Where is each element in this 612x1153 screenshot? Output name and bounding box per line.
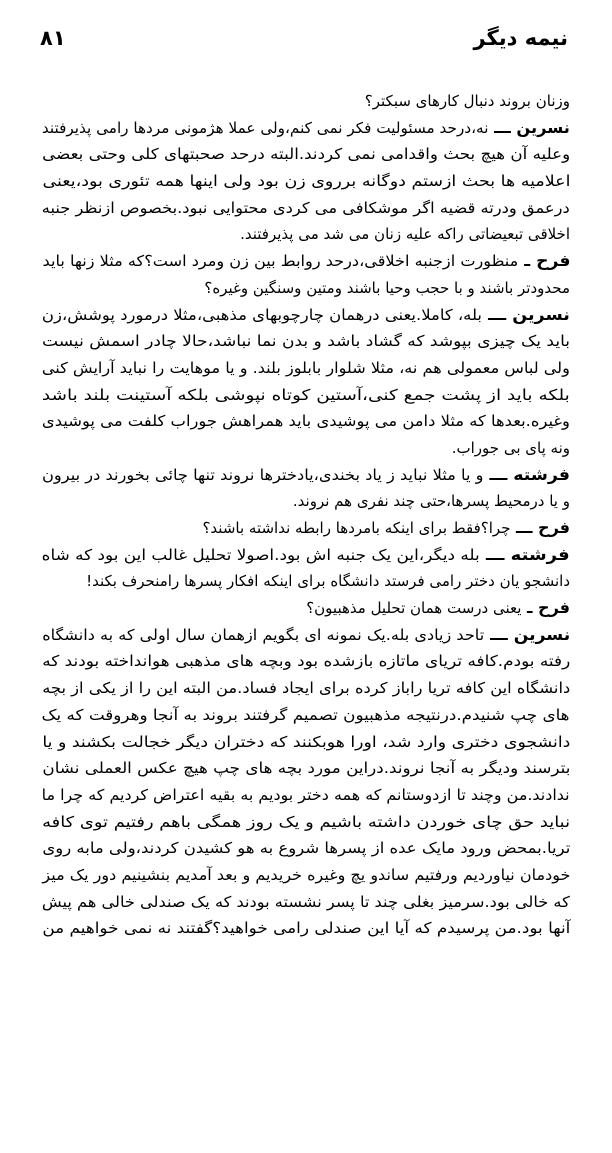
line-text: و یا مثلا نباید ز یاد بخندی،یادخترها نروند تنها چائی بخورند در بیرون bbox=[42, 465, 484, 484]
speaker-name: فرح ـ bbox=[517, 251, 570, 271]
speaker-line bbox=[42, 248, 570, 275]
line-content bbox=[202, 515, 570, 542]
line-text: یعنی درست همان تحلیل مذهبیون؟ bbox=[306, 599, 522, 618]
line-content bbox=[293, 488, 570, 515]
line-text: دانشجوی دختری وارد شد، اورا هوبکنند که دختران دیگر خجالت بکشند و یا bbox=[42, 732, 570, 751]
line-text: آنها بود.من پرسیدم که آیا این صندلی رامی خواهید؟گفتند نه نمی خواهیم من bbox=[42, 919, 570, 938]
text-line bbox=[42, 382, 570, 409]
speaker-line bbox=[42, 622, 570, 649]
text-line bbox=[42, 141, 570, 168]
line-text: وغیره.بعدها که مثلا دامن می پوشیدی باید همراهش جوراب کلفت می پوشیدی bbox=[42, 412, 570, 431]
line-text: درعمق ودرته قضیه اگر موشکافی می کردی محتوایی نبود.بخصوص ازنظر جنبه bbox=[42, 198, 570, 217]
text-line bbox=[42, 835, 570, 862]
line-content bbox=[240, 221, 570, 248]
speaker-name: فرشته ـــ bbox=[483, 464, 570, 484]
line-text: ولی لباس معمولی هم نه، مثلا شلوار بابلوز بلند. و یا موهایت را نباید آرایش کنی bbox=[42, 358, 570, 377]
line-text: بله، کاملا.یعنی درهمان چارچوبهای مذهبی،مثلا درمورد پوشش،زن bbox=[42, 305, 483, 324]
line-content bbox=[42, 835, 570, 862]
text-line bbox=[42, 328, 570, 355]
text-line bbox=[42, 568, 570, 595]
speaker-line bbox=[42, 462, 570, 489]
line-text: باید یک چیزی بپوشد که گشاد باشد و بدن نما نباشد،حالا چادر اسمش نیست bbox=[42, 332, 570, 351]
text-line bbox=[42, 675, 570, 702]
line-content bbox=[42, 382, 570, 409]
text-line bbox=[42, 809, 570, 836]
speaker-line bbox=[42, 515, 570, 542]
line-content bbox=[42, 141, 570, 168]
line-content bbox=[306, 595, 570, 622]
line-content bbox=[42, 915, 570, 942]
line-content bbox=[365, 88, 570, 115]
text-line bbox=[42, 221, 570, 248]
line-text: چرا؟فقط برای اینکه بامردها رابطه نداشته باشند؟ bbox=[202, 519, 511, 537]
text-line bbox=[42, 702, 570, 729]
running-title: نیمه دیگر bbox=[473, 26, 568, 50]
speaker-line bbox=[42, 542, 570, 569]
text-line bbox=[42, 755, 570, 782]
speaker-line bbox=[42, 302, 570, 329]
line-content bbox=[42, 622, 570, 649]
line-text: دانشجو یان دختر رامی فرستد دانشگاه برای اینکه افکار پسرها رامنحرف بکند! bbox=[86, 572, 570, 591]
line-text: تاحد زیادی بله.یک نمونه ای بگویم ازهمان سال اولی که به دانشگاه bbox=[42, 625, 484, 644]
speaker-line bbox=[42, 115, 570, 142]
line-text: نه،درحد مسئولیت فکر نمی کنم،ولی عملا هژمونی مردها رامی پذیرفتند bbox=[42, 118, 489, 137]
speaker-name: نسرین ـــ bbox=[482, 304, 570, 324]
line-content bbox=[42, 755, 570, 782]
text-line bbox=[42, 195, 570, 222]
line-content bbox=[42, 302, 570, 329]
line-content bbox=[42, 862, 570, 889]
line-content bbox=[452, 435, 570, 462]
speaker-line bbox=[42, 595, 570, 622]
speaker-name: فرشته ـــ bbox=[480, 544, 570, 564]
text-line bbox=[42, 915, 570, 942]
line-text: تریا.بمحض ورود مایک عده از پسرها شروع به هو کشیدن کردند،ولی مابه روی bbox=[42, 839, 570, 858]
line-text: بترسند ودیگر به آنجا نروند.دراین مورد بچه های چپ هیچ عکس العملی نشان bbox=[42, 759, 570, 778]
speaker-name: فرح ـــ bbox=[510, 518, 570, 537]
line-content bbox=[42, 782, 570, 809]
line-text: رفته بودم.کافه تریای ماتازه بازشده بود وبچه های مذهبی هوانداخته بودند که bbox=[42, 652, 570, 671]
line-text: خودمان نیاوردیم ورفتیم ساندو یچ وغیره خریدیم و بعد آمدیم بنشینیم دور یک میز bbox=[42, 865, 570, 884]
text-line bbox=[42, 168, 570, 195]
line-content bbox=[42, 328, 570, 355]
line-content bbox=[42, 168, 570, 195]
text-line bbox=[42, 88, 570, 115]
speaker-name: نسرین ـــ bbox=[488, 117, 570, 137]
line-text: محدودتر باشند و با حجب وحیا باشند ومتین وسنگین وغیره؟ bbox=[204, 278, 570, 297]
text-line bbox=[42, 435, 570, 462]
line-text: وعلیه آن هیچ بحث واقدامی نمی کردند.البته درحد صحبتهای کلی وحتی بعضی bbox=[42, 145, 570, 164]
line-text: که خالی بود.سرمیز بغلی چند تا پسر نشسته بودند که یک صندلی خالی هم پیش bbox=[42, 892, 570, 911]
line-content bbox=[42, 648, 570, 675]
line-content bbox=[42, 115, 570, 142]
text-line bbox=[42, 488, 570, 515]
line-text: وزنان بروند دنبال کارهای سبکتر؟ bbox=[364, 92, 570, 110]
line-content bbox=[42, 408, 570, 435]
line-text: ندادند.من وچند تا ازدوستانم که همه دختر بودیم به بقیه اعتراض کردیم که چرا ما bbox=[42, 785, 570, 804]
text-line bbox=[42, 862, 570, 889]
line-text: بلکه باید از پشت جمع کنی،آستین کوتاه نپوشی بلکه آستینت بلند باشد bbox=[42, 385, 570, 404]
line-text: اخلاقی تبعیضاتی راکه علیه زنان می شد می پذیرفتند. bbox=[240, 225, 570, 244]
line-text: نباید حق چای خوردن داشته باشیم و یک روز همگی باهم رفتیم توی کافه bbox=[42, 812, 570, 831]
line-text: منظورت ازجنبه اخلاقی،درحد روابط بین زن ومرد است؟که مثلا زنها باید bbox=[42, 252, 518, 271]
text-line bbox=[42, 782, 570, 809]
line-content bbox=[42, 462, 570, 489]
line-content bbox=[42, 355, 570, 382]
text-line bbox=[42, 729, 570, 756]
line-content bbox=[42, 195, 570, 222]
line-text: اعلامیه ها بحث ازستم دوگانه برروی زن بود ولی اینها همه تئوری بود،یعنی bbox=[42, 172, 570, 191]
line-content bbox=[42, 729, 570, 756]
speaker-name: نسرین ـــ bbox=[483, 624, 570, 644]
line-content bbox=[42, 889, 570, 916]
line-content bbox=[42, 675, 570, 702]
line-content bbox=[42, 248, 570, 275]
line-content bbox=[204, 275, 570, 302]
text-line bbox=[42, 408, 570, 435]
line-text: های چپ شنیدم.درنتیجه مذهبیون تصمیم گرفتند بروند به آنجا وهروقت که یک bbox=[42, 705, 570, 724]
line-text: بله دیگر،این یک جنبه اش بود.اصولا تحلیل غالب این بود که شاه bbox=[42, 545, 481, 564]
line-content bbox=[86, 568, 570, 595]
text-line bbox=[42, 889, 570, 916]
line-content bbox=[42, 702, 570, 729]
speaker-name: فرح ـ bbox=[521, 598, 570, 618]
line-text: و یا درمحیط پسرها،حتی چند نفری هم نروند. bbox=[292, 492, 570, 511]
page-number: ۸۱ bbox=[40, 26, 66, 50]
line-text: ونه پای بی جوراب. bbox=[451, 438, 570, 457]
text-line bbox=[42, 648, 570, 675]
line-content bbox=[42, 809, 570, 836]
line-content bbox=[42, 542, 570, 569]
body-text bbox=[42, 88, 570, 942]
line-text: دانشگاه این کافه تریا راباز کرده برای ایجاد فساد.من البته این را از یکی از بچه bbox=[42, 679, 570, 698]
text-line bbox=[42, 275, 570, 302]
text-line bbox=[42, 355, 570, 382]
